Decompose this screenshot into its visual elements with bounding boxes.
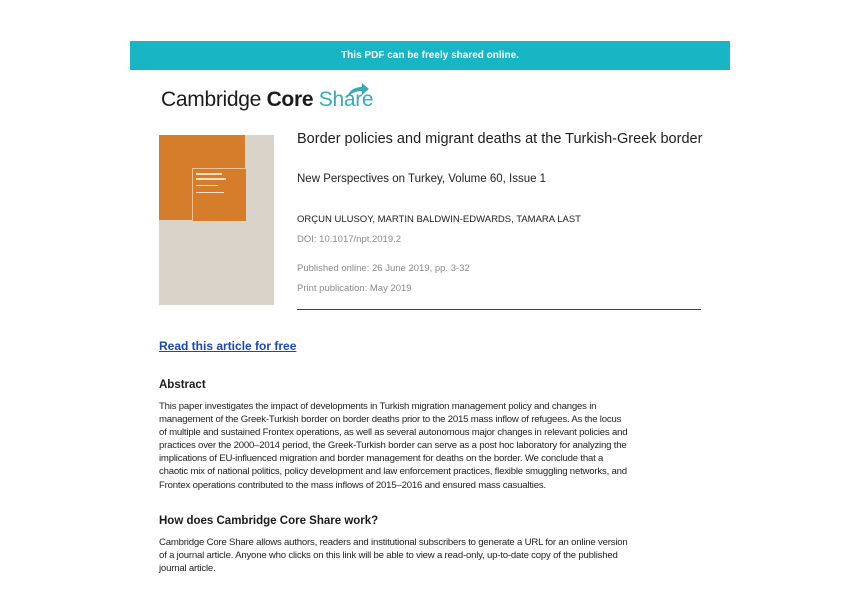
abstract-text: [159, 400, 707, 492]
abstract-line: chaotic mix of national politics, policy development and law enforcement practices, flexible smuggling networks, and: [159, 466, 627, 478]
journal-citation: New Perspectives on Turkey, Volume 60, Issue 1: [297, 173, 547, 185]
article-authors: ORÇUN ULUSOY, MARTIN BALDWIN-EDWARDS, TAMARA LAST: [297, 214, 581, 225]
how-line: of a journal article. Anyone who clicks on this link will be able to view a read-only, up-to-date copy of the published: [159, 550, 618, 562]
cover-text-line: [196, 192, 224, 193]
read-article-link[interactable]: Read this article for free: [159, 339, 297, 353]
journal-cover-image: [159, 135, 274, 305]
abstract-line: of multiple and sustained Frontex operations, as well as several autonomous major changes in relevant policies and: [159, 427, 628, 439]
article-title: Border policies and migrant deaths at the Turkish-Greek border: [297, 131, 703, 147]
abstract-heading: Abstract: [159, 379, 206, 391]
how-line: journal article.: [159, 563, 216, 575]
article-doi: DOI: 10.1017/npt.2019.2: [297, 234, 402, 245]
logo-cambridge: Cambridge: [161, 88, 262, 111]
logo-share: Share: [318, 88, 374, 111]
abstract-line: Frontex operations contributed to the mass inflows of 2015–2016 and ensured mass casualties.: [159, 479, 546, 491]
abstract-line: This paper investigates the impact of developments in Turkish migration management policy and changes in: [159, 401, 597, 412]
share-arrow-icon: [345, 80, 371, 100]
cover-text-line: [196, 173, 222, 175]
how-it-works-heading: How does Cambridge Core Share work?: [159, 515, 379, 527]
logo-core: Core: [266, 88, 314, 111]
published-online: Published online: 26 June 2019, pp. 3-32: [297, 263, 470, 274]
how-line: Cambridge Core Share allows authors, readers and institutional subscribers to generate a URL for an online version: [159, 537, 628, 548]
abstract-line: management of the Greek-Turkish border on border deaths prior to the 2015 mass inflow of refugees. As the locus: [159, 414, 622, 426]
how-it-works-text: [159, 536, 707, 575]
cover-text-line: [196, 185, 218, 186]
abstract-line: practices over the 2000–2014 period, the Greek-Turkish border can serve as a post hoc laboratory for analyzing the: [159, 440, 627, 452]
cover-inner-block: [192, 168, 246, 221]
cover-text-line: [196, 178, 226, 180]
share-banner: This PDF can be freely shared online.: [130, 41, 730, 70]
divider: [297, 309, 701, 310]
cambridge-core-share-logo: [161, 88, 373, 116]
print-publication: Print publication: May 2019: [297, 283, 412, 294]
abstract-line: implications of EU-influenced migration and border management for deaths on the border. We conclude that a: [159, 453, 604, 465]
